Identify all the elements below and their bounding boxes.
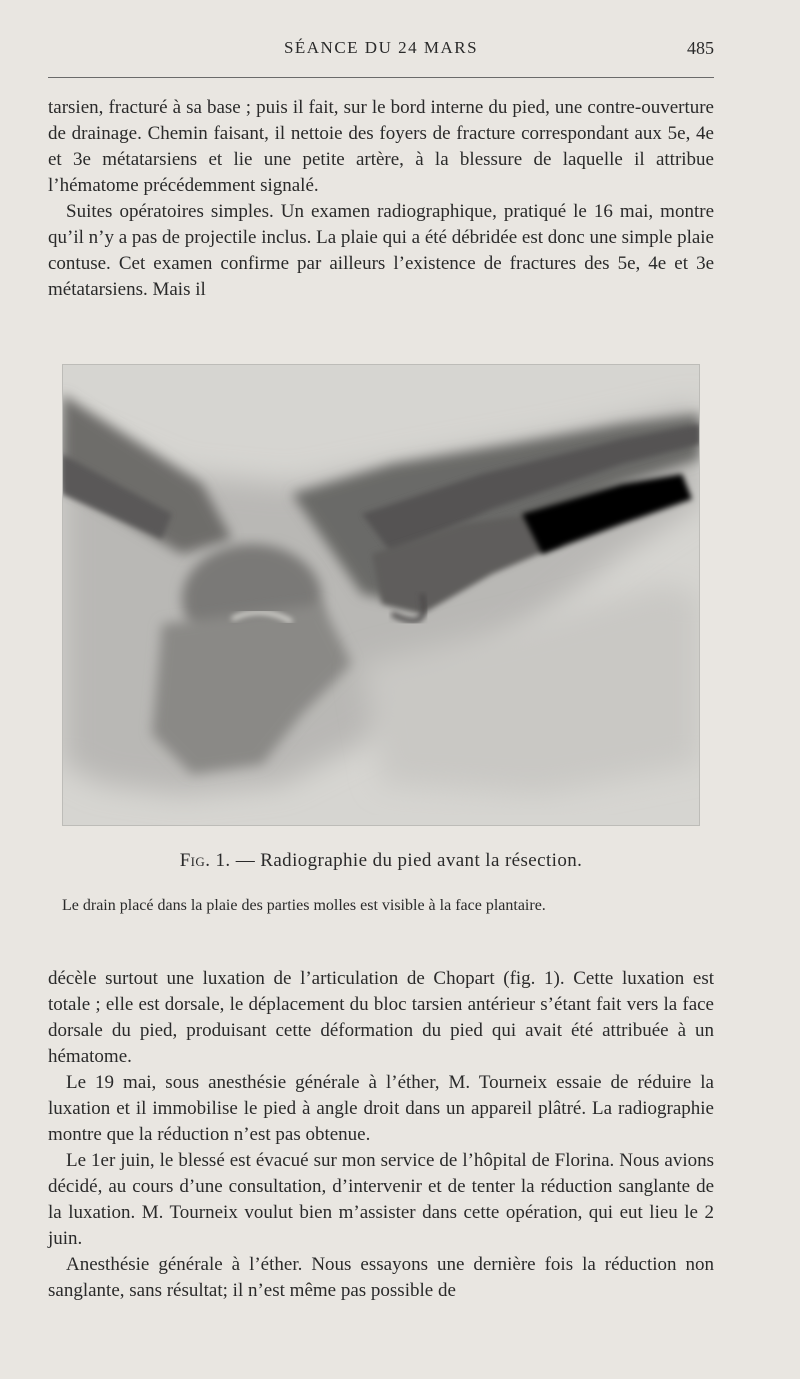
paragraph: Suites opératoires simples. Un examen radiographique, pratiqué le 16 mai, montre qu’il n’y a pas de projectile inclus. La plaie qui a été débridée est donc une simple plaie contuse. Cet examen confirme par ailleurs l’existence de fractures des 5e, 4e et 3e métatarsiens. Mais il (48, 201, 714, 300)
paragraph: Le 1er juin, le blessé est évacué sur mon service de l’hôpital de Florina. Nous avions décidé, au cours d’une consultation, d’intervenir et de tenter la réduction sanglante de la luxation. M. Tourneix voulut bien m’assister dans cette opération, qui eut lieu le 2 juin. (48, 1150, 714, 1249)
figure-legend: Le drain placé dans la plaie des parties molles est visible à la face plantaire. (62, 897, 546, 914)
header-rule (48, 77, 714, 78)
figure-caption-text: — Radiographie du pied avant la résection. (235, 850, 583, 871)
running-header (48, 38, 714, 62)
text-block-bottom (48, 966, 714, 1304)
figure-label: Fig. 1. (179, 850, 231, 871)
radiograph-figure (62, 364, 700, 826)
foot-radiograph-image (62, 364, 700, 826)
figure-caption (48, 850, 714, 872)
paragraph: Le 19 mai, sous anesthésie générale à l’éther, M. Tourneix essaie de réduire la luxation et il immobilise le pied à angle droit dans un appareil plâtré. La radiographie montre que la réduction n’est pas obtenue. (48, 1072, 714, 1145)
page-number: 485 (687, 38, 714, 58)
text-block-top (48, 95, 714, 303)
paragraph: Anesthésie générale à l’éther. Nous essayons une dernière fois la réduction non sanglante, sans résultat; il n’est même pas possible de (48, 1254, 714, 1301)
running-title: SÉANCE DU 24 MARS (283, 38, 479, 57)
paragraph: tarsien, fracturé à sa base ; puis il fait, sur le bord interne du pied, une contre-ouverture de drainage. Chemin faisant, il nettoie des foyers de fracture correspondant aux 5e, 4e et 3e métatarsiens et lie une petite artère, à la blessure de laquelle il attribue l’hématome précédemment signalé. (48, 97, 714, 196)
paragraph: décèle surtout une luxation de l’articulation de Chopart (fig. 1). Cette luxation est totale ; elle est dorsale, le déplacement du bloc tarsien antérieur s’étant fait vers la face dorsale du pied, produisant cette déformation du pied qui avait été attribuée à un hématome. (48, 968, 714, 1067)
